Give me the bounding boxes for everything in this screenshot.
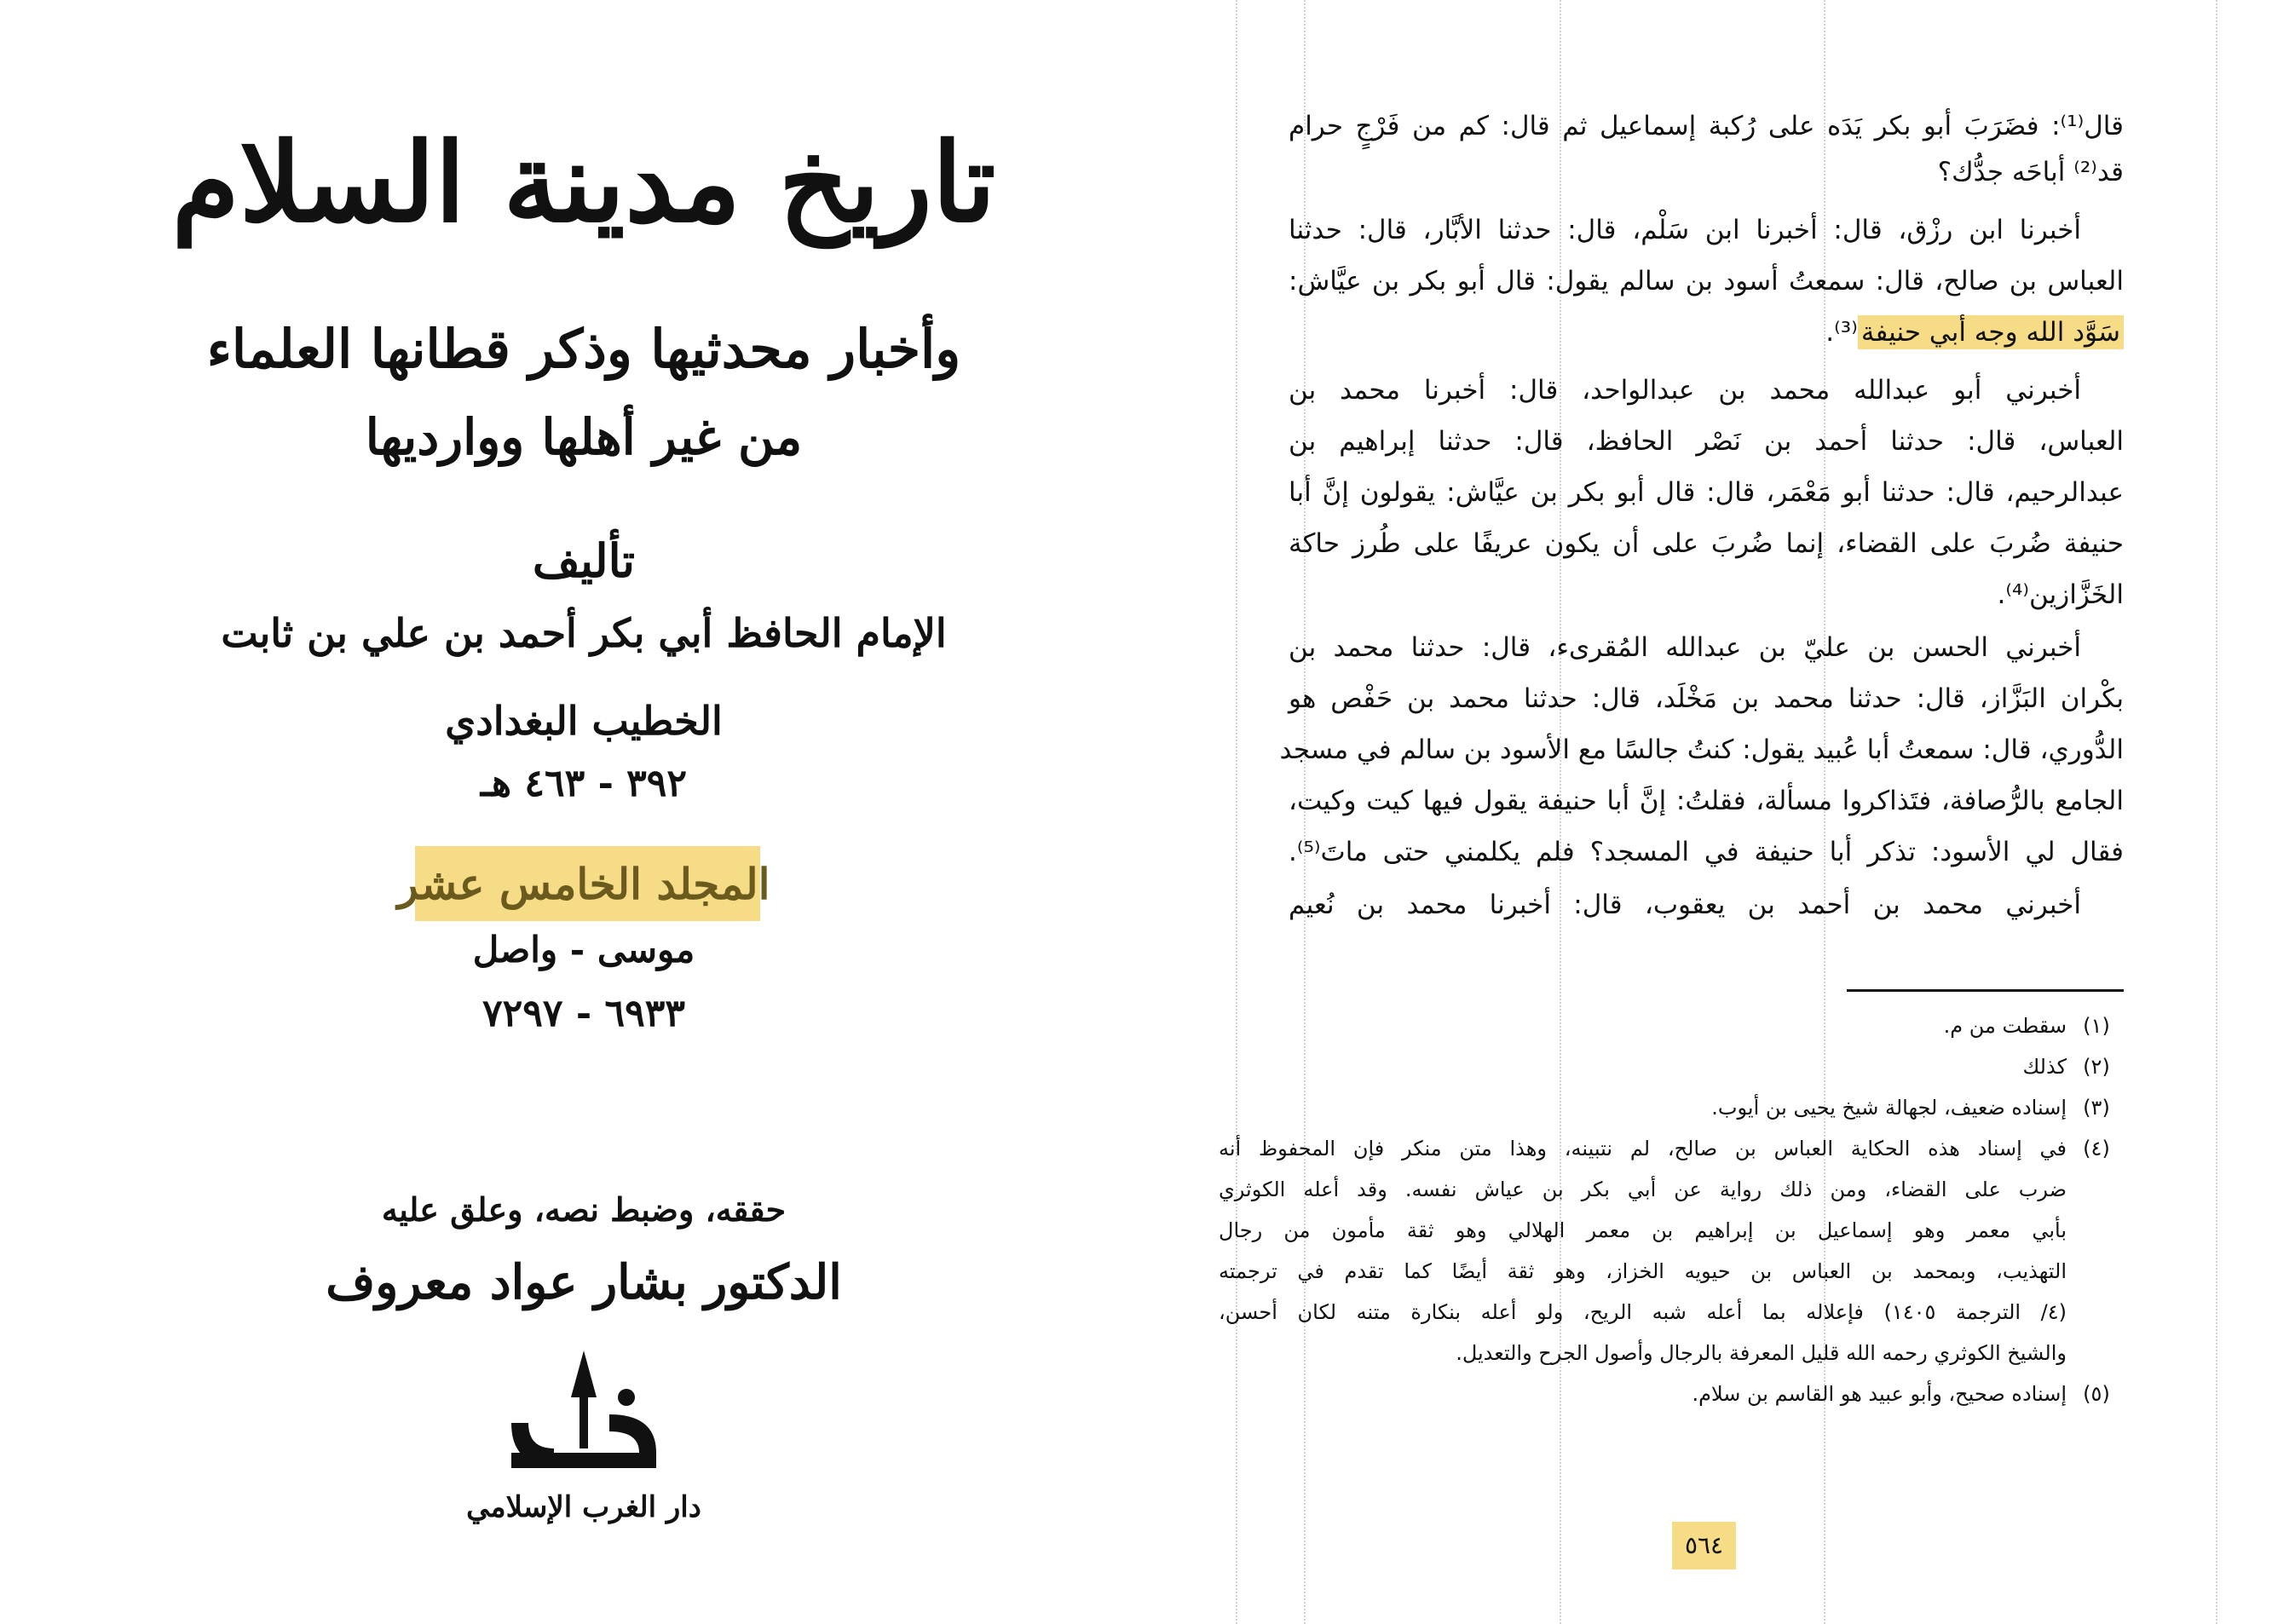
text-line: عبدالرحيم، قال: حدثنا أبو مَعْمَر، قال: قال أبو بكر بن عيَّاش: يقولون إنَّ أبا: [1289, 477, 2124, 508]
publisher-logo: [460, 1346, 707, 1534]
footnote-continuation: ضرب على القضاء، ومن ذلك رواية عن أبي بكر بن عياش نفسه. وقد أعله الكوثري: [1219, 1178, 2067, 1201]
text-line: أخبرني محمد بن أحمد بن يعقوب، قال: أخبرنا محمد بن نُعيم: [1289, 890, 2081, 920]
footnote-rule: [1847, 989, 2124, 992]
publisher-logo-icon: [460, 1346, 707, 1483]
author-nisba: الخطيب البغدادي: [445, 698, 723, 744]
text-line: العباس، قال: حدثنا أحمد بن نَصْر الحافظ، قال: حدثنا إبراهيم بن: [1289, 426, 2124, 457]
footnote: (٣) إسناده ضعيف، لجهالة شيخ يحيى بن أيوب.: [1711, 1096, 2110, 1120]
footnote-continuation: بأبي معمر وهو إسماعيل بن إبراهيم بن معمر الهلالي وهو ثقة مأمون من رجال: [1219, 1218, 2067, 1242]
text-line: الخَزَّازين⁽⁴⁾.: [1997, 579, 2124, 610]
footnote: (١) سقطت من م.: [1943, 1014, 2110, 1038]
footnote: (٢) كذلك: [2022, 1055, 2110, 1079]
footnote: (٥) إسناده صحيح، وأبو عبيد هو القاسم بن سلام.: [1692, 1382, 2110, 1406]
footnote: (٤) في إسناد هذه الحكاية العباس بن صالح، لم نتبينه، وهذا متن منكر فإن المحفوظ أنه: [1219, 1137, 2110, 1160]
author-dates: ٣٩٢ - ٤٦٣ هـ: [480, 762, 688, 805]
text-line: قد⁽²⁾ أباحَه جدُّك؟: [1937, 157, 2124, 187]
page-number: ٥٦٤: [1672, 1522, 1736, 1569]
authorship-label: تأليف: [532, 533, 636, 588]
publisher-name: دار الغرب الإسلامي: [466, 1490, 701, 1524]
text-line: قال⁽¹⁾: فضَرَبَ أبو بكر يَدَه على رُكبة إسماعيل ثم قال: كم من فَرْجٍ حرام: [1289, 111, 2124, 141]
text-line: العباس بن صالح، قال: سمعتُ أسود بن سالم يقول: قال أبو بكر بن عيَّاش:: [1289, 266, 2124, 297]
volume-label: المجلد الخامس عشر: [397, 859, 770, 909]
text-line: حنيفة ضُربَ على القضاء، إنما ضُربَ على أن يكون عريفًا على طُرز حاكة: [1289, 528, 2124, 559]
volume-range-names: موسى - واصل: [472, 929, 695, 970]
editor-name: الدكتور بشار عواد معروف: [326, 1254, 842, 1310]
book-subtitle-2: من غير أهلها ووارديها: [365, 408, 803, 466]
footnote-continuation: والشيخ الكوثري رحمه الله قليل المعرفة بالرجال وأصول الجرح والتعديل.: [1456, 1341, 2067, 1365]
text-line-highlighted: [1289, 307, 2124, 358]
text-line: أخبرني الحسن بن عليّ بن عبدالله المُقرىء، قال: حدثنا محمد بن: [1289, 632, 2081, 663]
book-title: تاريخ مدينة السلام: [171, 119, 996, 247]
text-line: فقال لي الأسود: تذكر أبا حنيفة في المسجد؟ فلم يكلمني حتى ماتَ⁽⁵⁾.: [1289, 837, 2124, 867]
text-line: الجامع بالرُّصافة، فتَذاكروا مسألة، فقلتُ: إنَّ أبا حنيفة يقول فيها كيت وكيت،: [1289, 786, 2124, 816]
text-line: الدُّوري، قال: سمعتُ أبا عُبيد يقول: كنتُ جالسًا مع الأسود بن سالم في مسجد: [1279, 734, 2124, 765]
volume-range-numbers: ٦٩٣٣ - ٧٢٩٧: [482, 992, 685, 1035]
book-subtitle-1: وأخبار محدثيها وذكر قطانها العلماء: [206, 318, 961, 380]
editor-note: حققه، وضبط نصه، وعلق عليه: [381, 1190, 787, 1229]
footnote-ref: ⁽³⁾.: [1825, 317, 1858, 348]
scan-guide-line: [2216, 0, 2217, 1624]
footnote-continuation: (٤/ الترجمة ١٤٠٥) فإعلاله بما أعله شبه الريح، ولو أعله بنكارة متنه لكان أحسن،: [1219, 1300, 2067, 1324]
author-name: الإمام الحافظ أبي بكر أحمد بن علي بن ثابت: [221, 610, 947, 656]
text-line: أخبرني أبو عبدالله محمد بن عبدالواحد، قال: أخبرنا محمد بن: [1289, 375, 2081, 406]
text-line: أخبرنا ابن رزْق، قال: أخبرنا ابن سَلْم، قال: حدثنا الأبَّار، قال: حدثنا: [1289, 215, 2081, 245]
highlighted-phrase: سَوَّد الله وجه أبي حنيفة: [1858, 315, 2124, 349]
footnote-continuation: التهذيب، وبمحمد بن العباس بن حيويه الخزاز، وهو ثقة أيضًا كما تقدم في ترجمته: [1219, 1259, 2067, 1283]
text-line: بكْران البَزَّاز، قال: حدثنا محمد بن مَخْلَد، قال: حدثنا محمد بن حَفْص هو: [1289, 683, 2124, 714]
